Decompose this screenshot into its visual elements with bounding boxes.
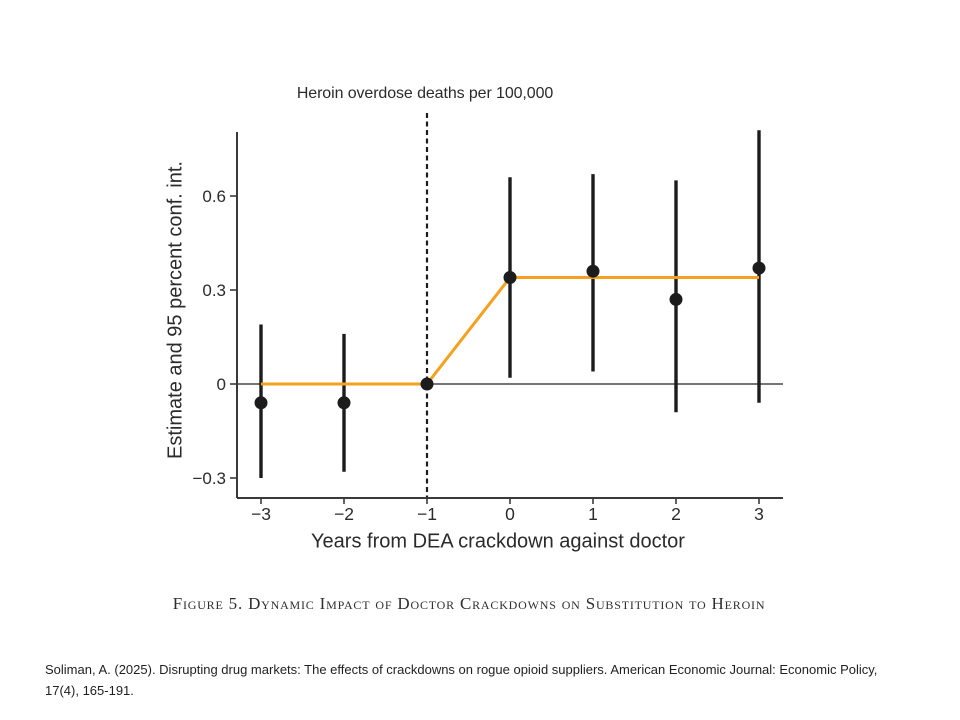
x-tick-label: −2 bbox=[334, 504, 354, 524]
estimate-dot bbox=[753, 262, 766, 275]
x-tick-label: 0 bbox=[505, 504, 515, 524]
y-axis-label: Estimate and 95 percent conf. int. bbox=[164, 161, 187, 459]
estimate-dot bbox=[587, 265, 600, 278]
citation bbox=[45, 659, 877, 701]
estimate-dot bbox=[255, 396, 268, 409]
citation-line-1: Soliman, A. (2025). Disrupting drug markets: The effects of crackdowns on rogue opioid suppliers. American Economic Journal: Economic Policy, bbox=[45, 662, 878, 677]
y-tick-label: 0 bbox=[216, 375, 226, 394]
x-tick-label: 1 bbox=[588, 504, 598, 524]
chart-title: Heroin overdose deaths per 100,000 bbox=[296, 85, 554, 102]
estimate-dot bbox=[504, 271, 517, 284]
y-tick-label: −0.3 bbox=[192, 468, 226, 488]
x-tick-label: −3 bbox=[251, 504, 271, 524]
y-tick-label: 0.6 bbox=[202, 187, 226, 207]
figure-caption: Figure 5. Dynamic Impact of Doctor Crackdowns on Substitution to Heroin bbox=[172, 594, 766, 613]
estimate-dot bbox=[421, 378, 434, 391]
estimate-dot bbox=[338, 396, 351, 409]
x-tick-label: 3 bbox=[754, 504, 764, 524]
x-tick-label: −1 bbox=[417, 504, 437, 524]
y-tick-label: 0.3 bbox=[202, 281, 226, 301]
estimate-dot bbox=[670, 293, 683, 306]
x-tick-label: 2 bbox=[671, 504, 681, 524]
citation-line-2: 17(4), 165-191. bbox=[45, 683, 134, 698]
x-axis-label: Years from DEA crackdown against doctor bbox=[311, 530, 685, 553]
